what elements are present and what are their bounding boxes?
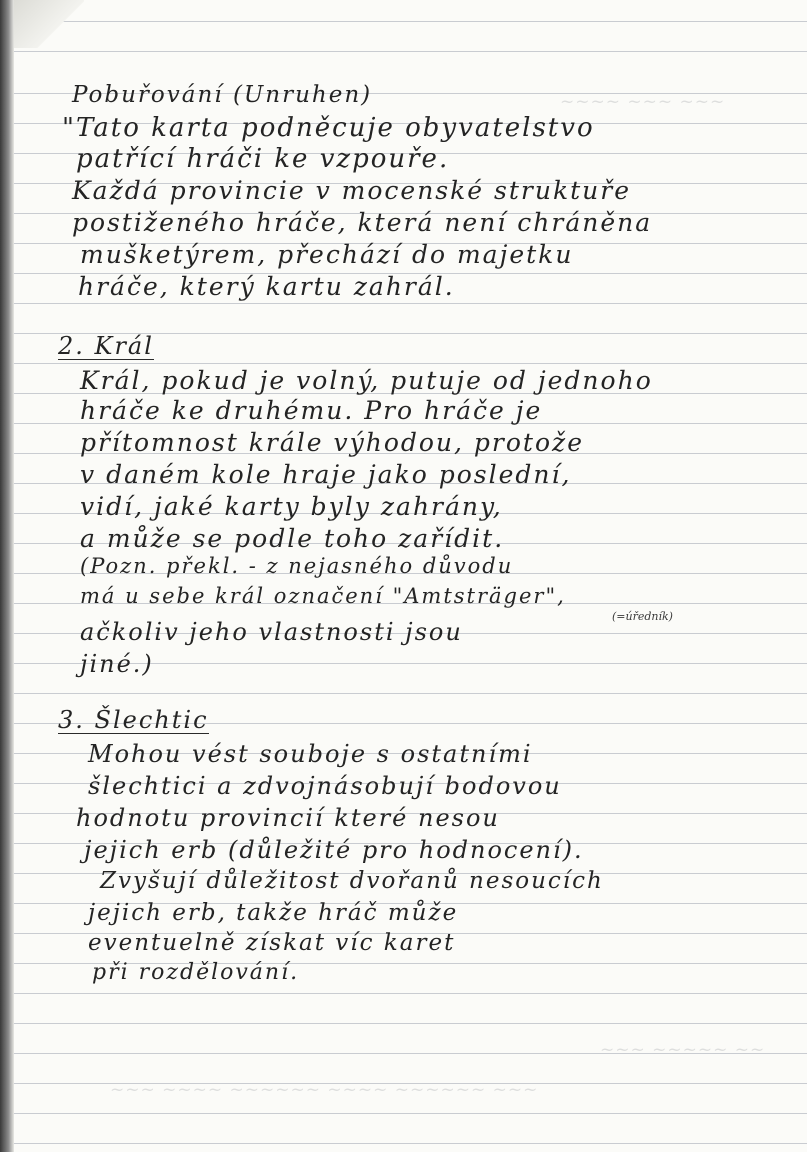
text-line: Každá provincie v mocenské struktuře: [72, 176, 631, 205]
text-line: Král, pokud je volný, putuje od jednoho: [80, 366, 653, 395]
text-line: šlechtici a zdvojnásobují bodovou: [88, 772, 562, 800]
bleed-through-text: ~~~ ~~~~ ~~~~~~ ~~~~ ~~~~~~ ~~~: [110, 1080, 539, 1100]
text-line: ačkoliv jeho vlastnosti jsou: [80, 618, 463, 646]
text-line: "Tato karta podněcuje obyvatelstvo: [62, 113, 595, 143]
section-3-heading: 3. Šlechtic: [58, 706, 209, 734]
notebook-binding: [0, 0, 14, 1152]
margin-annotation: (=úředník): [612, 610, 673, 623]
text-line: mušketýrem, přechází do majetku: [80, 240, 574, 269]
text-line: eventuelně získat víc karet: [88, 930, 456, 956]
text-line: jejich erb (důležité pro hodnocení).: [84, 836, 584, 864]
bleed-through-text: ~~~ ~~~~~ ~~: [600, 1040, 766, 1060]
text-line: Zvyšují důležitost dvořanů nesoucích: [100, 868, 604, 894]
text-line: hráče, který kartu zahrál.: [78, 272, 455, 301]
text-line: při rozdělování.: [92, 960, 300, 985]
text-line: jejich erb, takže hráč může: [88, 900, 459, 926]
section-2-heading: 2. Král: [58, 332, 154, 360]
text-line: a může se podle toho zařídit.: [80, 524, 505, 553]
text-line: hodnotu provincií které nesou: [76, 804, 500, 832]
text-line: vidí, jaké karty byly zahrány,: [80, 492, 503, 521]
bleed-through-text: ~~~~ ~~~ ~~~: [560, 92, 726, 112]
text-line: patřící hráči ke vzpouře.: [76, 144, 450, 174]
text-line: (Pozn. překl. - z nejasného důvodu: [80, 554, 514, 578]
text-line: přítomnost krále výhodou, protože: [80, 428, 584, 457]
text-line: v daném kole hraje jako poslední,: [80, 460, 572, 489]
page-corner-fold: [14, 0, 84, 48]
text-line: postiženého hráče, která není chráněna: [72, 208, 653, 237]
text-line: jiné.): [80, 650, 154, 678]
text-line: má u sebe král označení "Amtsträger",: [80, 584, 566, 608]
text-line: hráče ke druhému. Pro hráče je: [80, 396, 543, 425]
note-heading: Pobuřování (Unruhen): [72, 82, 373, 108]
text-line: Mohou vést souboje s ostatními: [88, 740, 533, 768]
